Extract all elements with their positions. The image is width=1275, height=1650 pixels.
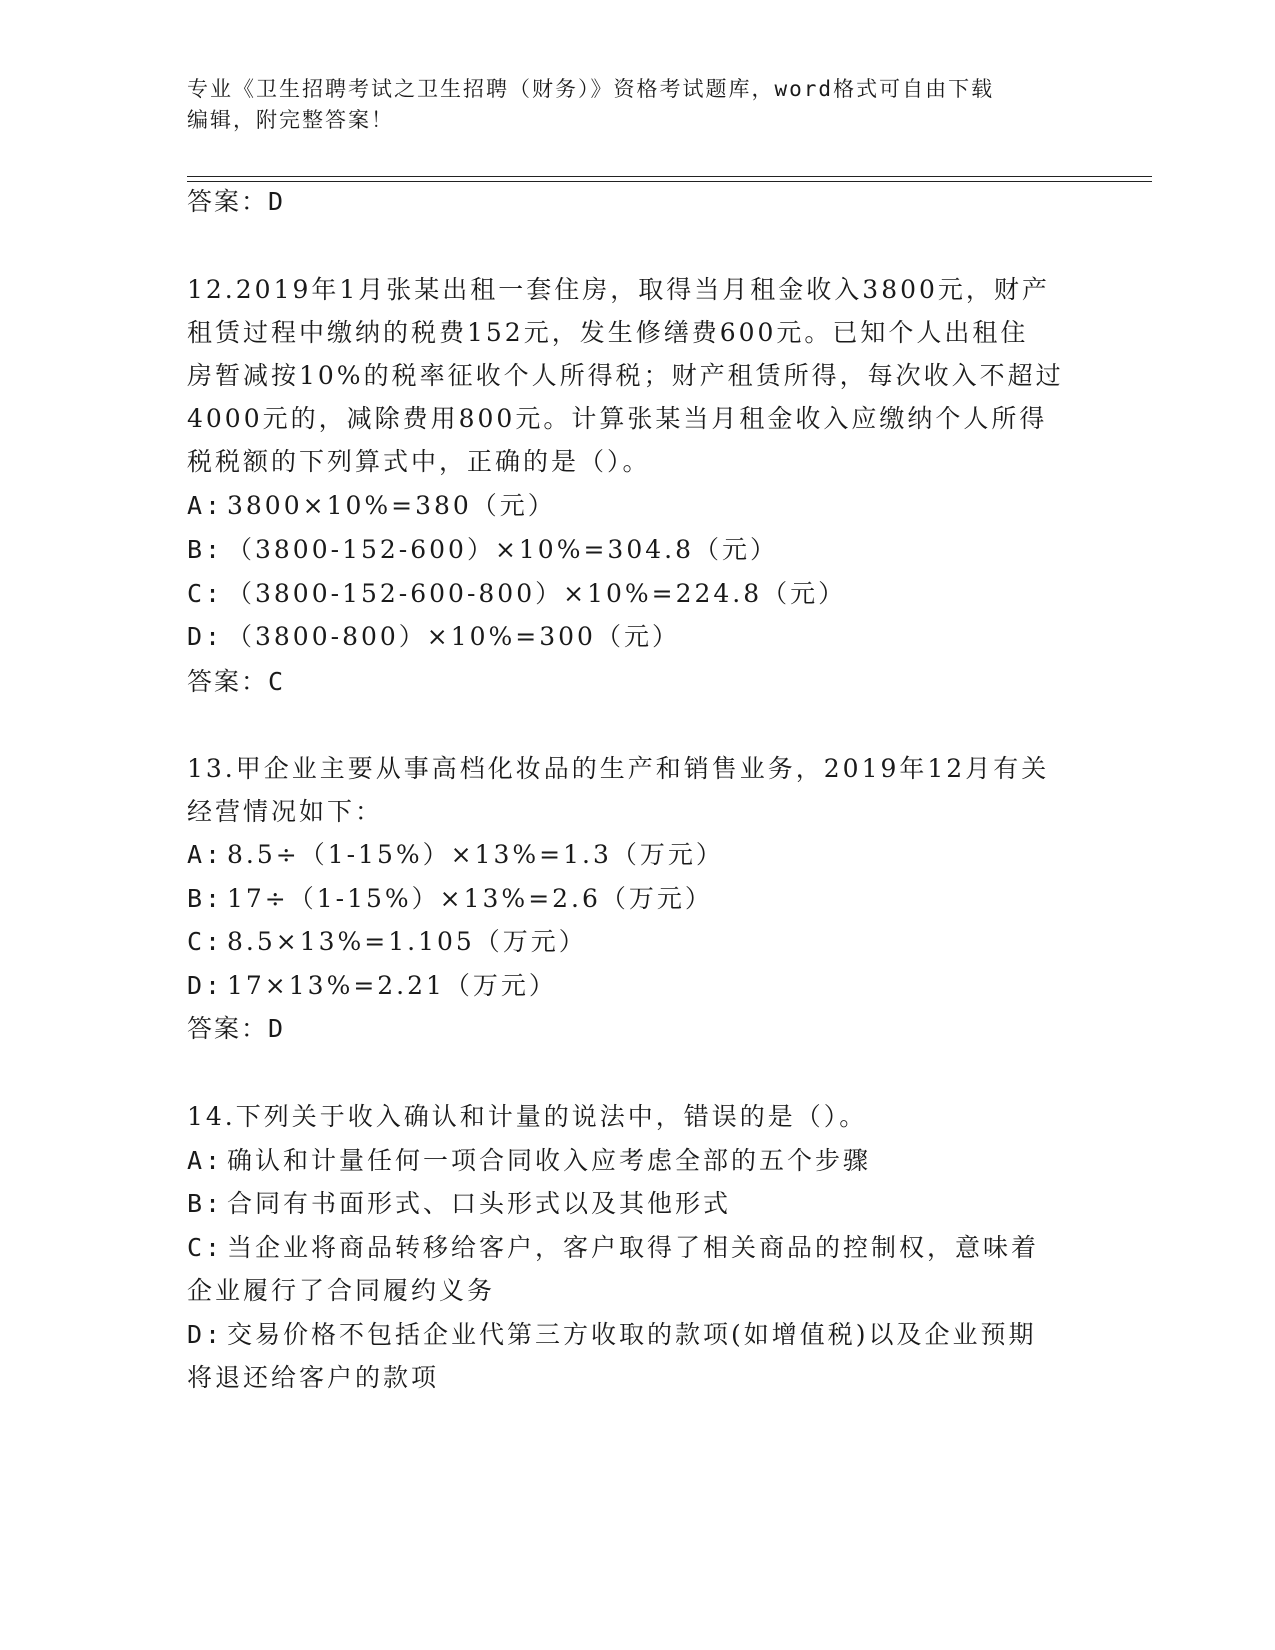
q12-option-d (187, 620, 680, 654)
q14-option-b (187, 1187, 731, 1221)
q13-option-b (187, 882, 713, 916)
q12-option-c (187, 577, 846, 611)
q13-answer: 答案：D (187, 1014, 286, 1043)
header-line-1: 专业《卫生招聘考试之卫生招聘（财务）》资格考试题库，word格式可自由下载 (187, 77, 995, 101)
option-text: 合同有书面形式、口头形式以及其他形式 (227, 1189, 732, 1218)
q14-option-d-continued (187, 1361, 439, 1395)
q12-line-1: 12.2019年1月张某出租一套住房，取得当月租金收入3800元，财产 (187, 275, 1050, 304)
option-letter: C: (187, 927, 224, 956)
q13-line-1: 13.甲企业主要从事高档化妆品的生产和销售业务，2019年12月有关 (187, 754, 1050, 783)
q14-option-c (187, 1231, 1039, 1265)
option-text: （3800-800）×10%=300（元） (227, 622, 680, 651)
option-letter: D: (187, 971, 224, 1000)
option-text: 8.5×13%=1.105（万元） (227, 927, 587, 956)
header-divider-bottom (187, 181, 1152, 182)
option-letter: B: (187, 884, 224, 913)
option-text: 17÷（1-15%）×13%=2.6（万元） (227, 884, 713, 913)
option-letter: A: (187, 1146, 224, 1175)
header-line-2: 编辑，附完整答案！ (187, 108, 394, 132)
option-letter: C: (187, 579, 224, 608)
option-letter: B: (187, 535, 224, 564)
option-text: （3800-152-600）×10%=304.8（元） (227, 535, 778, 564)
q12-line-5: 税税额的下列算式中，正确的是（）。 (187, 447, 651, 476)
q12-answer: 答案：C (187, 667, 286, 696)
answer-previous: 答案：D (187, 187, 286, 216)
q13-line-2: 经营情况如下： (187, 797, 384, 826)
option-letter: D: (187, 622, 224, 651)
option-text: 确认和计量任何一项合同收入应考虑全部的五个步骤 (227, 1146, 872, 1175)
q14-line-1: 14.下列关于收入确认和计量的说法中，错误的是（）。 (187, 1102, 868, 1131)
option-letter: A: (187, 840, 224, 869)
option-letter: C: (187, 1233, 224, 1262)
option-text: 17×13%=2.21（万元） (227, 971, 557, 1000)
option-text: 当企业将商品转移给客户，客户取得了相关商品的控制权，意味着 (227, 1233, 1040, 1262)
option-text: 3800×10%=380（元） (227, 491, 556, 520)
q14-option-a (187, 1144, 871, 1178)
q13-option-c (187, 925, 587, 959)
option-text: 企业履行了合同履约义务 (187, 1276, 496, 1305)
option-text: 8.5÷（1-15%）×13%=1.3（万元） (227, 840, 724, 869)
q12-line-4: 4000元的，减除费用800元。计算张某当月租金收入应缴纳个人所得 (187, 404, 1048, 433)
q12-option-a (187, 489, 556, 523)
option-text: 将退还给客户的款项 (187, 1363, 440, 1392)
option-text: 交易价格不包括企业代第三方收取的款项(如增值税)以及企业预期 (227, 1320, 1037, 1349)
q14-option-c-continued (187, 1274, 495, 1308)
q14-option-d (187, 1318, 1037, 1352)
q13-option-a (187, 838, 724, 872)
option-letter: B: (187, 1189, 224, 1218)
header-divider-top (187, 176, 1152, 177)
q12-option-b (187, 533, 778, 567)
q13-option-d (187, 969, 557, 1003)
q12-line-2: 租赁过程中缴纳的税费152元，发生修缮费600元。已知个人出租住 (187, 318, 1029, 347)
option-letter: A: (187, 491, 224, 520)
option-letter: D: (187, 1320, 224, 1349)
document-header (187, 74, 1067, 136)
option-text: （3800-152-600-800）×10%=224.8（元） (227, 579, 847, 608)
q12-line-3: 房暂减按10%的税率征收个人所得税；财产租赁所得，每次收入不超过 (187, 361, 1064, 390)
